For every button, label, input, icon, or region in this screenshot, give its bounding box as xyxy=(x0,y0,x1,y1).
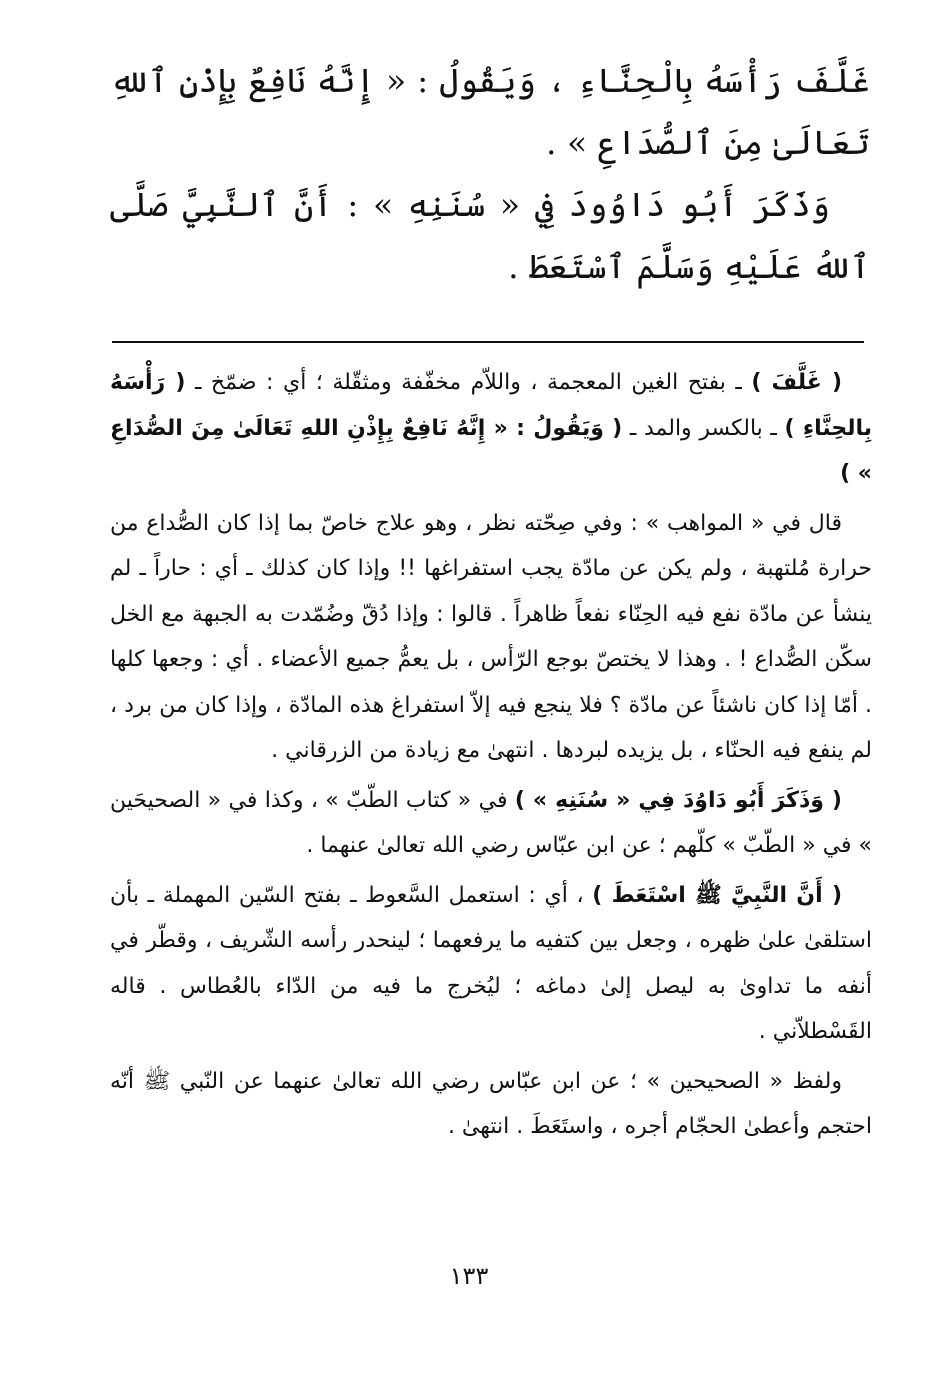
commentary-text: ، أي : استعمل السَّعوط ـ بفتح السّين المهملة ـ بأن استلقىٰ علىٰ ظهره ، وجعل بين كتفيه ما يرفعهما ؛ لينحدر رأسه الشّريف ، وقطّر في أنفه ما تداوىٰ به ليصل إلىٰ دماغه ؛ ليُخرج ما فيه من الدّاء بالعُطاس . قاله القَسْطلاّني . xyxy=(110,882,872,1044)
commentary-block xyxy=(110,360,872,1154)
commentary-quote: ( غَلَّفَ ) xyxy=(751,370,843,395)
main-paragraph-1: غَلَّفَ رَأْسَهُ بِالْحِنَّاءِ ، وَيَقُولُ : « إِنَّهُ نَافِعٌ بِإِذْنِ ٱللهِ تَعَالَىٰ مِنَ ٱلصُّدَاعِ » . xyxy=(110,61,870,162)
page-number: ١٣٣ xyxy=(449,1262,489,1290)
commentary-quote: ( وَذَكَرَ أَبُو دَاوُدَ فِي « سُنَنِهِ » ) xyxy=(514,787,842,813)
commentary-paragraph-4 xyxy=(110,873,872,1055)
commentary-paragraph-3 xyxy=(110,778,872,869)
main-text-block xyxy=(110,50,870,298)
commentary-paragraph-5: ولفظ « الصحيحين » ؛ عن ابن عبّاس رضي الله تعالىٰ عنهما عن النّبي ﷺ أنّه احتجم وأعطىٰ الحجّام أجره ، واستَعَطَ . انتهىٰ . xyxy=(110,1068,872,1139)
commentary-paragraph-1 xyxy=(110,360,872,497)
commentary-text: ـ بفتح الغين المعجمة ، واللاّم مخفّفة ومثقّلة ؛ أي : ضمّخ ـ xyxy=(185,370,752,395)
commentary-paragraph-2: قال في « المواهب » : وفي صِحّته نظر ، وهو علاج خاصّ بما إذا كان الصُّداع من حرارة مُلتهبة ، ولم يكن عن مادّة يجب استفراغها !! وإذا كان كذلك ـ أي : حاراً ـ لم ينشأ عن مادّة نفع فيه الحِنّاء نفعاً ظاهراً . قالوا : وإذا دُقّ وضُمّدت به الجبهة مع الخل سكّن الصُّداع ! . وهذا لا يختصّ بوجع الرّأس ، بل يعمُّ جميع الأعضاء . أي : وجعها كلها . أمّا إذا كان ناشئاً عن مادّة ؟ فلا ينجع فيه إلاّ استفراغ هذه المادّة ، وإذا كان من برد ، لم ينفع فيه الحنّاء ، بل يزيده لبردها . انتهىٰ مع زيادة من الزرقاني . xyxy=(110,510,872,763)
commentary-quote: ( أَنَّ النَّبِيَّ ﷺ اسْتَعَطَ ) xyxy=(592,882,843,908)
footnote-divider xyxy=(112,341,864,343)
commentary-text: في « كتاب الطّبّ » ، وكذا في « الصحيحَين » في « الطّبّ » كلّهم ؛ عن ابن عبّاس رضي الله تعالىٰ عنهما . xyxy=(110,787,872,858)
commentary-quote: ( وَيَقُولُ : « إِنَّهُ نَافِعٌ بِإِذْنِ اللهِ تَعَالَىٰ مِنَ الصُّدَاعِ » ) xyxy=(110,415,872,486)
commentary-quote: ( رَأْسَهُ بِالحِنَّاءِ ) xyxy=(110,370,872,441)
main-paragraph-2: وَذَكَرَ أَبُو دَاوُودَ فِي « سُنَنِهِ » : أَنَّ ٱلنَّبِيَّ صَلَّى ٱللهُ عَلَيْهِ وَسَلَّمَ ٱسْتَعَطَ . xyxy=(110,185,870,286)
commentary-text: ـ بالكسر والمد ـ xyxy=(622,415,785,441)
